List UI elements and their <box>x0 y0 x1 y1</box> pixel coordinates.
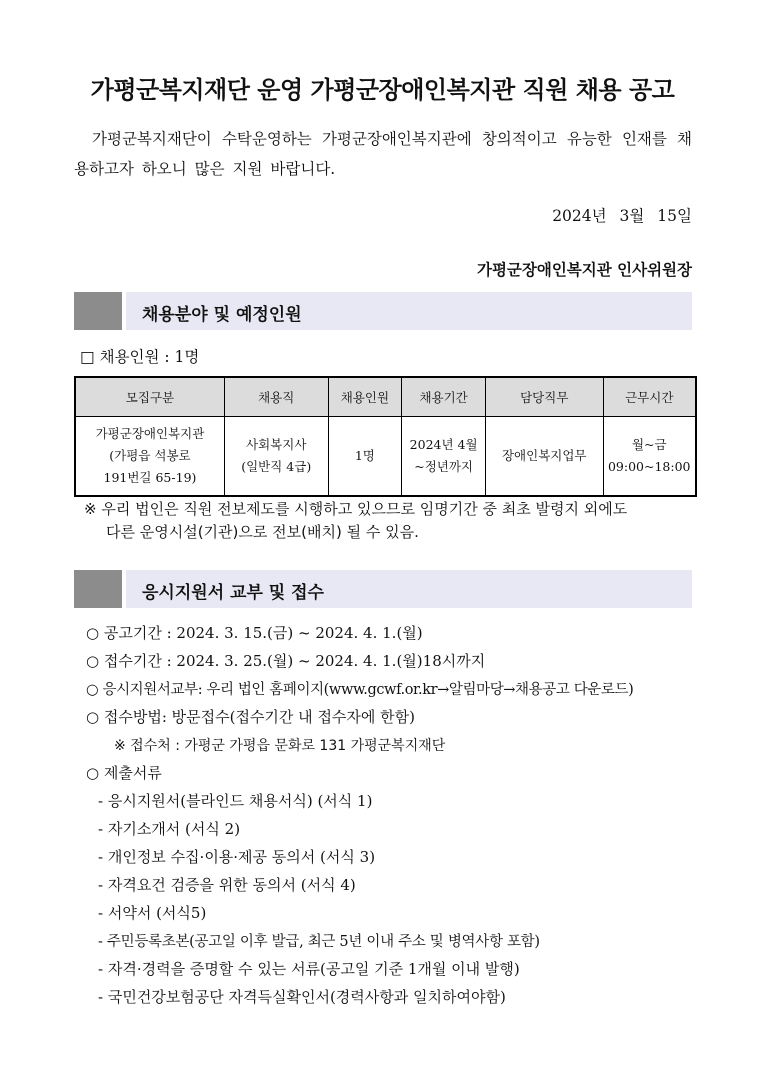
list-item: - 응시지원서(블라인드 채용서식) (서식 1) <box>98 792 373 810</box>
list-item: - 개인정보 수집·이용·제공 동의서 (서식 3) <box>98 848 376 866</box>
cell-position: 사회복지사 (일반직 4급) <box>224 417 328 497</box>
notice-period-line: ○ 공고기간 : 2024. 3. 15.(금) ~ 2024. 4. 1.(월) <box>86 624 423 642</box>
list-item: - 주민등록초본(공고일 이후 발급, 최근 5년 이내 주소 및 병역사항 포함) <box>98 934 540 950</box>
section-marker-block <box>74 570 122 608</box>
section-header-recruitment <box>74 292 692 330</box>
table-header-cell: 채용인원 <box>328 377 402 417</box>
page-title: 가평군복지재단 운영 가평군장애인복지관 직원 채용 공고 <box>90 76 675 104</box>
receipt-period-line: ○ 접수기간 : 2024. 3. 25.(월) ~ 2024. 4. 1.(월)18시까지 <box>86 652 486 670</box>
cell-org: 가평군장애인복지관 (가평읍 석봉로 191번길 65-19) <box>75 417 224 497</box>
table-header-cell: 모집구분 <box>75 377 224 417</box>
section-header-application <box>74 570 692 608</box>
table-header-row <box>75 377 696 417</box>
cell-period: 2024년 4월 ~정년까지 <box>402 417 486 497</box>
section-title: 채용분야 및 예정인원 <box>142 305 302 325</box>
section-title: 응시지원서 교부 및 접수 <box>142 583 324 603</box>
transfer-note: ※ 우리 법인은 직원 전보제도를 시행하고 있으므로 임명기간 중 최초 발령지 외에도 다른 운영시설(기관)으로 전보(배치) 될 수 있음. <box>84 500 628 541</box>
list-item: - 국민건강보험공단 자격득실확인서(경력사항과 일치하여야함) <box>98 988 506 1006</box>
application-form-line: ○ 응시지원서교부: 우리 법인 홈페이지(www.gcwf.or.kr→알림마당→채용공고 다운로드) <box>86 682 634 698</box>
list-item: - 자격요건 검증을 위한 동의서 (서식 4) <box>98 876 356 894</box>
table-header-cell: 채용기간 <box>402 377 486 417</box>
announcement-date: 2024년 3월 15일 <box>552 207 692 225</box>
recruit-count-line: □ 채용인원 : 1명 <box>80 348 200 366</box>
table-header-cell: 근무시간 <box>603 377 696 417</box>
list-item: - 자격·경력을 증명할 수 있는 서류(공고일 기준 1개월 이내 발행) <box>98 960 520 978</box>
documents-title: ○ 제출서류 <box>86 764 162 782</box>
intro-paragraph: 가평군복지재단이 수탁운영하는 가평군장애인복지관에 창의적이고 유능한 인재를 채용하고자 하오니 많은 지원 바랍니다. <box>74 130 692 178</box>
list-item: - 서약서 (서식5) <box>98 904 207 922</box>
cell-count: 1명 <box>328 417 402 497</box>
recruitment-table <box>74 376 697 497</box>
receipt-method-line: ○ 접수방법: 방문접수(접수기간 내 접수자에 한함) <box>86 708 415 726</box>
signer: 가평군장애인복지관 인사위원장 <box>476 261 692 279</box>
cell-duty: 장애인복지업무 <box>486 417 604 497</box>
table-row <box>75 417 696 497</box>
receipt-place-line: ※ 접수처 : 가평군 가평읍 문화로 131 가평군복지재단 <box>114 738 446 754</box>
list-item: - 자기소개서 (서식 2) <box>98 820 241 838</box>
table-header-cell: 채용직 <box>224 377 328 417</box>
cell-hours: 월~금 09:00~18:00 <box>603 417 696 497</box>
table-header-cell: 담당직무 <box>486 377 604 417</box>
section-marker-block <box>74 292 122 330</box>
